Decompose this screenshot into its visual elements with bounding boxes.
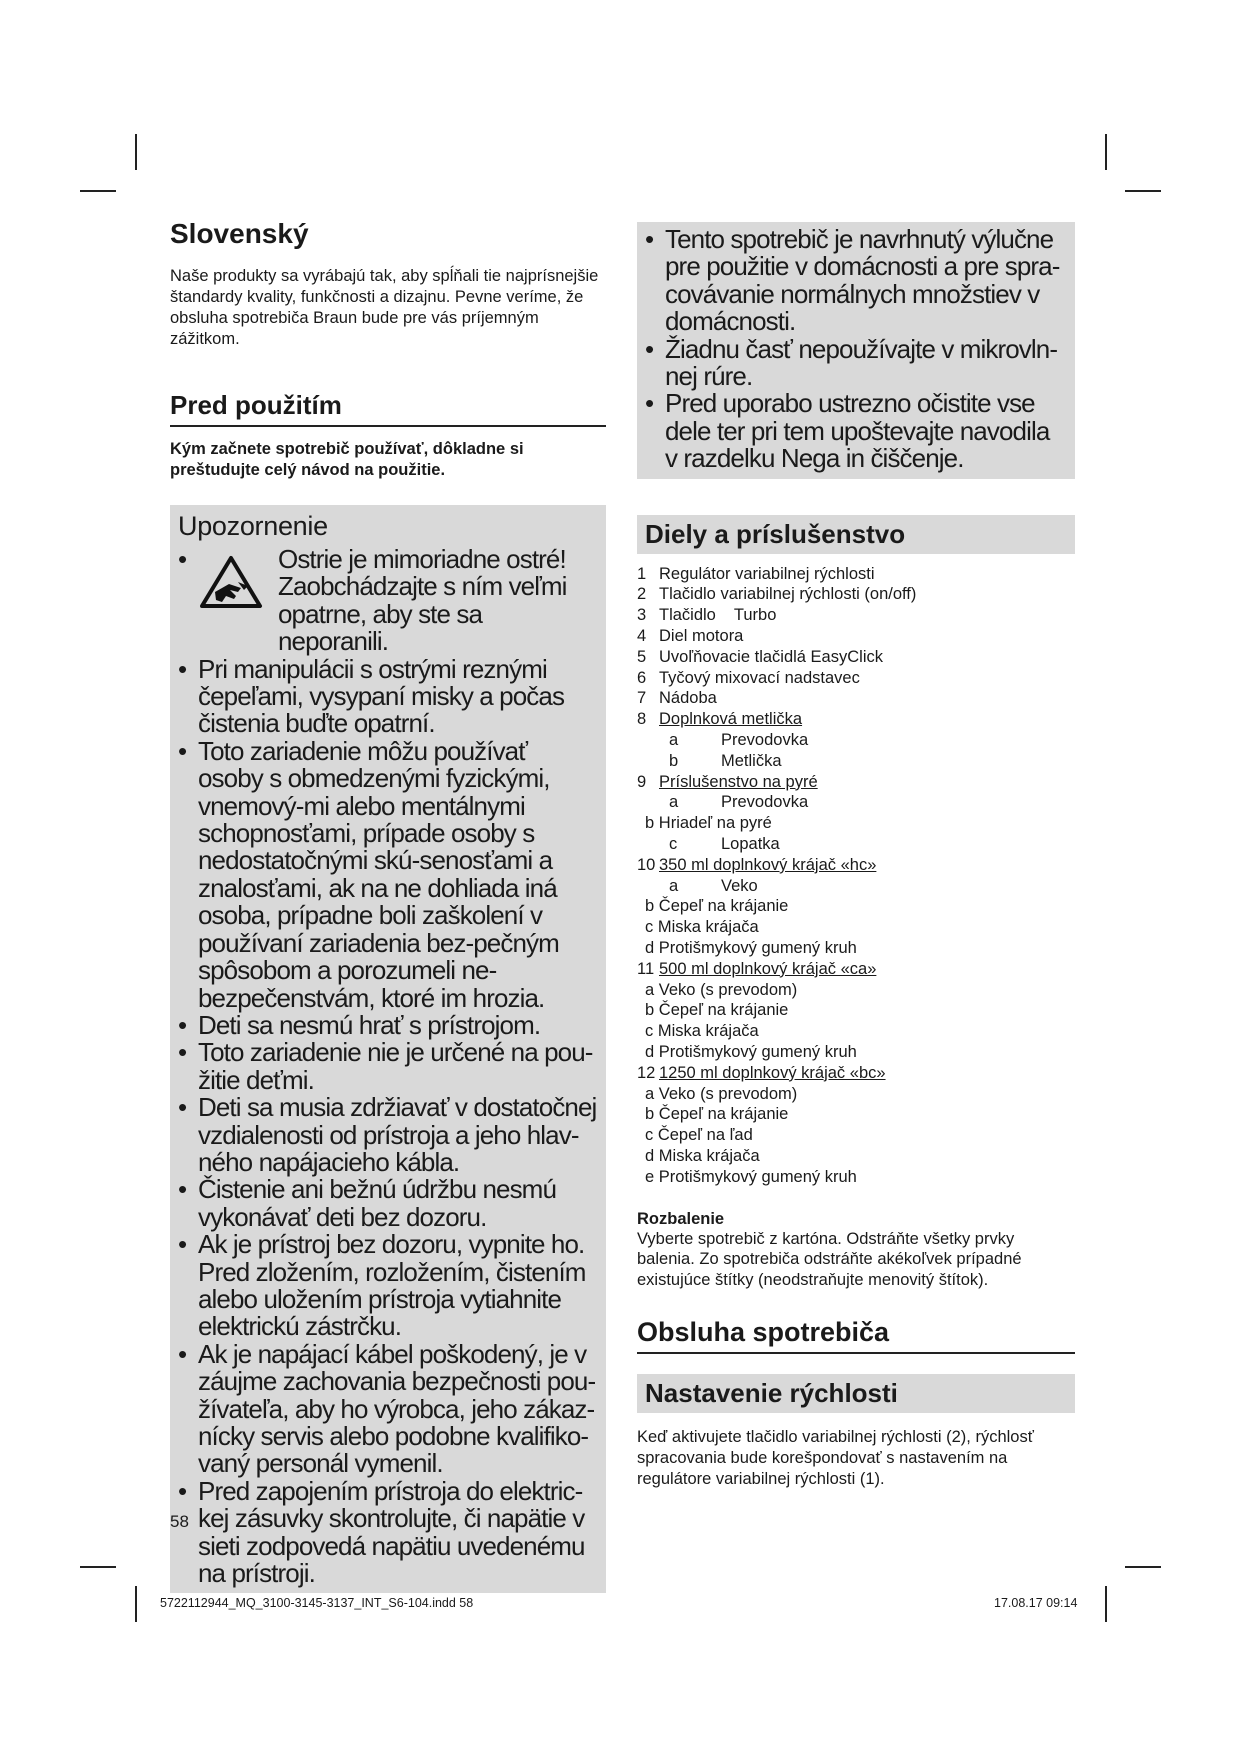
part-label: Tyčový mixovací nadstavec (659, 668, 860, 687)
part-sub-label: Čepeľ na ľad (657, 1126, 753, 1145)
unpack-title: Rozbalenie (637, 1209, 725, 1228)
continued-warning-box (637, 222, 1075, 479)
parts-list-item (637, 688, 1075, 709)
part-label: Regulátor variabilnej rýchlosti (659, 564, 875, 583)
warning-items (178, 653, 598, 1589)
list-item: • Toto zariadenie môžu používať osoby s obmedzenými fyzickými, vnemový-mi alebo mentálnymi schopnosťami, prípade osoby s nedostatočnými skú-senosťami a znalosťami, ak na ne dohliada iná osoba, prípadne boli zaškolení v používaní zariadenia bez-pečným spôsobom a porozumeli ne-bezpečenstvám, ktoré im hrozia. (178, 738, 598, 1012)
part-label: 350 ml doplnkový krájač «hc» (659, 855, 877, 874)
crop-mark (80, 1566, 116, 1568)
part-sub-label: Lopatka (721, 835, 780, 854)
part-sub-letter: a (645, 1084, 655, 1103)
list-item: • Pri manipulácii s ostrými reznými čepeľami, vysypaní misky a počas čistenia buďte opatrní. (178, 656, 598, 738)
part-sub-letter: a (669, 876, 679, 895)
parts-list-item (637, 938, 1075, 959)
parts-list-item (637, 792, 1075, 813)
part-number: 2 (637, 585, 647, 604)
part-sub-letter: b (645, 1105, 655, 1124)
parts-list-item (637, 584, 1075, 605)
part-label: Doplnková metlička (659, 710, 803, 729)
list-item: • Tento spotrebič je navrhnutý výlučne pre použitie v domácnosti a pre spra-covávanie normálnych množstiev v domácnosti. (645, 226, 1067, 336)
part-sub-letter: b (669, 751, 679, 770)
part-number: 12 (637, 1063, 656, 1082)
part-sub-letter: d (645, 939, 655, 957)
part-sub-letter: d (645, 1146, 655, 1165)
parts-list-item (637, 980, 1075, 1001)
part-label: Príslušenstvo na pyré (659, 772, 818, 791)
list-item: • Toto zariadenie nie je určené na pou-žitie deťmi. (178, 1039, 598, 1094)
speed-title: Nastavenie rýchlosti (637, 1374, 1075, 1413)
warning-list (178, 546, 598, 1587)
part-number: 1 (637, 564, 647, 583)
part-sub-label: Prevodovka (721, 731, 809, 750)
parts-list-item (637, 647, 1075, 668)
parts-list-item (637, 959, 1075, 980)
parts-list-item (637, 605, 1075, 626)
crop-mark (135, 1586, 137, 1622)
part-number: 5 (637, 647, 647, 666)
part-sub-label: Metlička (721, 751, 782, 770)
parts-list-item (637, 1104, 1075, 1125)
crop-mark (135, 134, 137, 170)
warning-box (170, 505, 606, 1593)
part-sub-label: Veko (s prevodom) (658, 980, 798, 999)
parts-list-item (637, 834, 1075, 855)
list-item: • Žiadnu časť nepoužívajte v mikrovln-nej rúre. (645, 336, 1067, 391)
part-sub-label: Prevodovka (721, 793, 809, 812)
part-number: 4 (637, 627, 647, 646)
part-label: 500 ml doplnkový krájač «ca» (659, 959, 877, 978)
bold-note: Kým začnete spotrebič používať, dôkladne si preštudujte celý návod na použitie. (170, 440, 524, 479)
part-sub-letter: c (645, 1126, 654, 1145)
operation-title: Obsluha spotrebiča (637, 1317, 1075, 1354)
part-number: 6 (637, 668, 647, 687)
parts-list-item (637, 730, 1075, 751)
parts-list-item (637, 709, 1075, 730)
parts-list-item (637, 751, 1075, 772)
parts-list (637, 564, 1075, 1188)
part-sub-label: Veko (721, 876, 758, 895)
part-label: Tlačidlo Turbo (659, 606, 777, 625)
first-warning-text: Ostrie je mimoriadne ostré! Zaobchádzajte s ním veľmi opatrne, aby ste sa neporanili. (278, 544, 567, 657)
footer-file-info: 5722112944_MQ_3100-3145-3137_INT_S6-104.indd 58 (160, 1596, 474, 1610)
list-item: • Deti sa nesmú hrať s prístrojom. (178, 1012, 598, 1039)
part-sub-label: Miska krájača (657, 1022, 759, 1041)
speed-text: Keď aktivujete tlačidlo variabilnej rýchlosti (2), rýchlosť spracovania bude korešpondovať s nastavením na regulátore variabilnej rýchlosti (1). (637, 1427, 1034, 1488)
parts-list-item (637, 668, 1075, 689)
intro-text: Naše produkty sa vyrábajú tak, aby spĺňali tie najprísnejšie štandardy kvality, funkčnosti a dizajnu. Pevne veríme, že obsluha spotrebiča Braun bude pre vás príjemným zážitkom. (170, 267, 599, 348)
part-sub-letter: d (645, 1042, 655, 1061)
parts-list-item (637, 772, 1075, 793)
part-label: Tlačidlo variabilnej rýchlosti (on/off) (659, 585, 917, 604)
parts-title: Diely a príslušenstvo (637, 515, 1075, 554)
warning-title: Upozornenie (178, 511, 328, 541)
part-label: Uvoľňovacie tlačidlá EasyClick (659, 647, 883, 666)
section-title: Pred použitím (170, 390, 606, 427)
part-sub-label: Čepeľ na krájanie (658, 897, 789, 916)
crop-mark (1105, 1586, 1107, 1622)
parts-list-item (637, 1167, 1075, 1188)
part-number: 7 (637, 689, 647, 708)
left-column (170, 218, 606, 1593)
part-sub-letter: c (645, 918, 654, 937)
list-item: • Pred uporabo ustrezno očistite vse dele ter pri tem upoštevajte navodila v razdelku Nega in čiščenje. (645, 390, 1067, 472)
parts-list-item (637, 1084, 1075, 1105)
part-number: 9 (637, 772, 647, 791)
right-column (637, 222, 1075, 1489)
part-sub-letter: a (669, 793, 679, 812)
page-number: 58 (170, 1512, 189, 1531)
part-sub-letter: a (669, 731, 679, 750)
part-number: 3 (637, 606, 647, 625)
continued-warning-items (645, 226, 1067, 473)
list-item: • Ak je prístroj bez dozoru, vypnite ho. Pred zložením, rozložením, čistením alebo uložením prístroja vytiahnite elektrickú zástrčku. (178, 1231, 598, 1341)
parts-list-item (637, 917, 1075, 938)
part-sub-letter: c (669, 835, 678, 854)
parts-list-item (637, 564, 1075, 585)
part-label: 1250 ml doplnkový krájač «bc» (659, 1063, 886, 1082)
parts-list-item (637, 1000, 1075, 1021)
hand-blade-warning-icon (198, 546, 278, 615)
part-number: 8 (637, 710, 647, 729)
part-sub-letter: c (645, 1022, 654, 1041)
part-sub-label: Miska krájača (658, 1146, 760, 1165)
parts-list-item (637, 896, 1075, 917)
part-sub-letter: b (645, 1001, 655, 1020)
crop-mark (1125, 190, 1161, 192)
list-item: • Ak je napájací kábel poškodený, je v záujme zachovania bezpečnosti pou-žívateľa, aby ho výrobca, jeho zákaz-nícky servis alebo podobne kvalifiko-vaný personál vymenil. (178, 1341, 598, 1478)
part-sub-label: Protišmykový gumený kruh (658, 1042, 857, 1061)
parts-list-item (637, 1021, 1075, 1042)
part-sub-letter: a (645, 980, 655, 999)
parts-list-item (637, 626, 1075, 647)
first-warning: • Ostrie je mimoriadne ostré! Zaobchádzajte s ním veľmi opatrne, aby ste sa neporanili. (178, 546, 598, 656)
part-sub-letter: b (645, 897, 655, 916)
part-sub-label: Čepeľ na krájanie (658, 1105, 789, 1124)
crop-mark (80, 190, 116, 192)
part-sub-label: Čepeľ na krájanie (658, 1001, 789, 1020)
crop-mark (1125, 1566, 1161, 1568)
part-label: Diel motora (659, 627, 744, 646)
list-item: • Pred zapojením prístroja do elektric-kej zásuvky skontrolujte, či napätie v sieti zodpovedá napätiu uvedenému na prístroji. (178, 1478, 598, 1588)
parts-list-item (637, 1146, 1075, 1167)
footer-date: 17.08.17 09:14 (994, 1596, 1078, 1610)
parts-list-item (637, 1125, 1075, 1146)
language-title: Slovenský (170, 218, 309, 249)
part-sub-label: Miska krájača (657, 918, 759, 937)
part-sub-label: Veko (s prevodom) (658, 1084, 798, 1103)
parts-list-item (637, 1042, 1075, 1063)
part-sub-letter: b (645, 814, 655, 833)
parts-list-item (637, 876, 1075, 897)
part-sub-label: Hriadeľ na pyré (658, 814, 772, 833)
list-item: • Čistenie ani bežnú údržbu nesmú vykonávať deti bez dozoru. (178, 1176, 598, 1231)
part-label: Nádoba (659, 689, 717, 708)
list-item: • Deti sa musia zdržiavať v dostatočnej vzdialenosti od prístroja a jeho hlav-ného napájacieho kábla. (178, 1094, 598, 1176)
crop-mark (1105, 134, 1107, 170)
part-sub-label: Protišmykový gumený kruh (658, 939, 857, 957)
part-number: 11 (637, 959, 655, 978)
unpack-text: Vyberte spotrebič z kartóna. Odstráňte všetky prvky balenia. Zo spotrebiča odstráňte akékoľvek prípadné existujúce štítky (neodstraňujte menovitý štítok). (637, 1229, 1022, 1290)
parts-list-item (637, 813, 1075, 834)
part-sub-label: Protišmykový gumený kruh (658, 1167, 857, 1186)
parts-list-item (637, 855, 1075, 876)
part-sub-letter: e (645, 1167, 655, 1186)
parts-list-item (637, 1063, 1075, 1084)
part-number: 10 (637, 855, 656, 874)
